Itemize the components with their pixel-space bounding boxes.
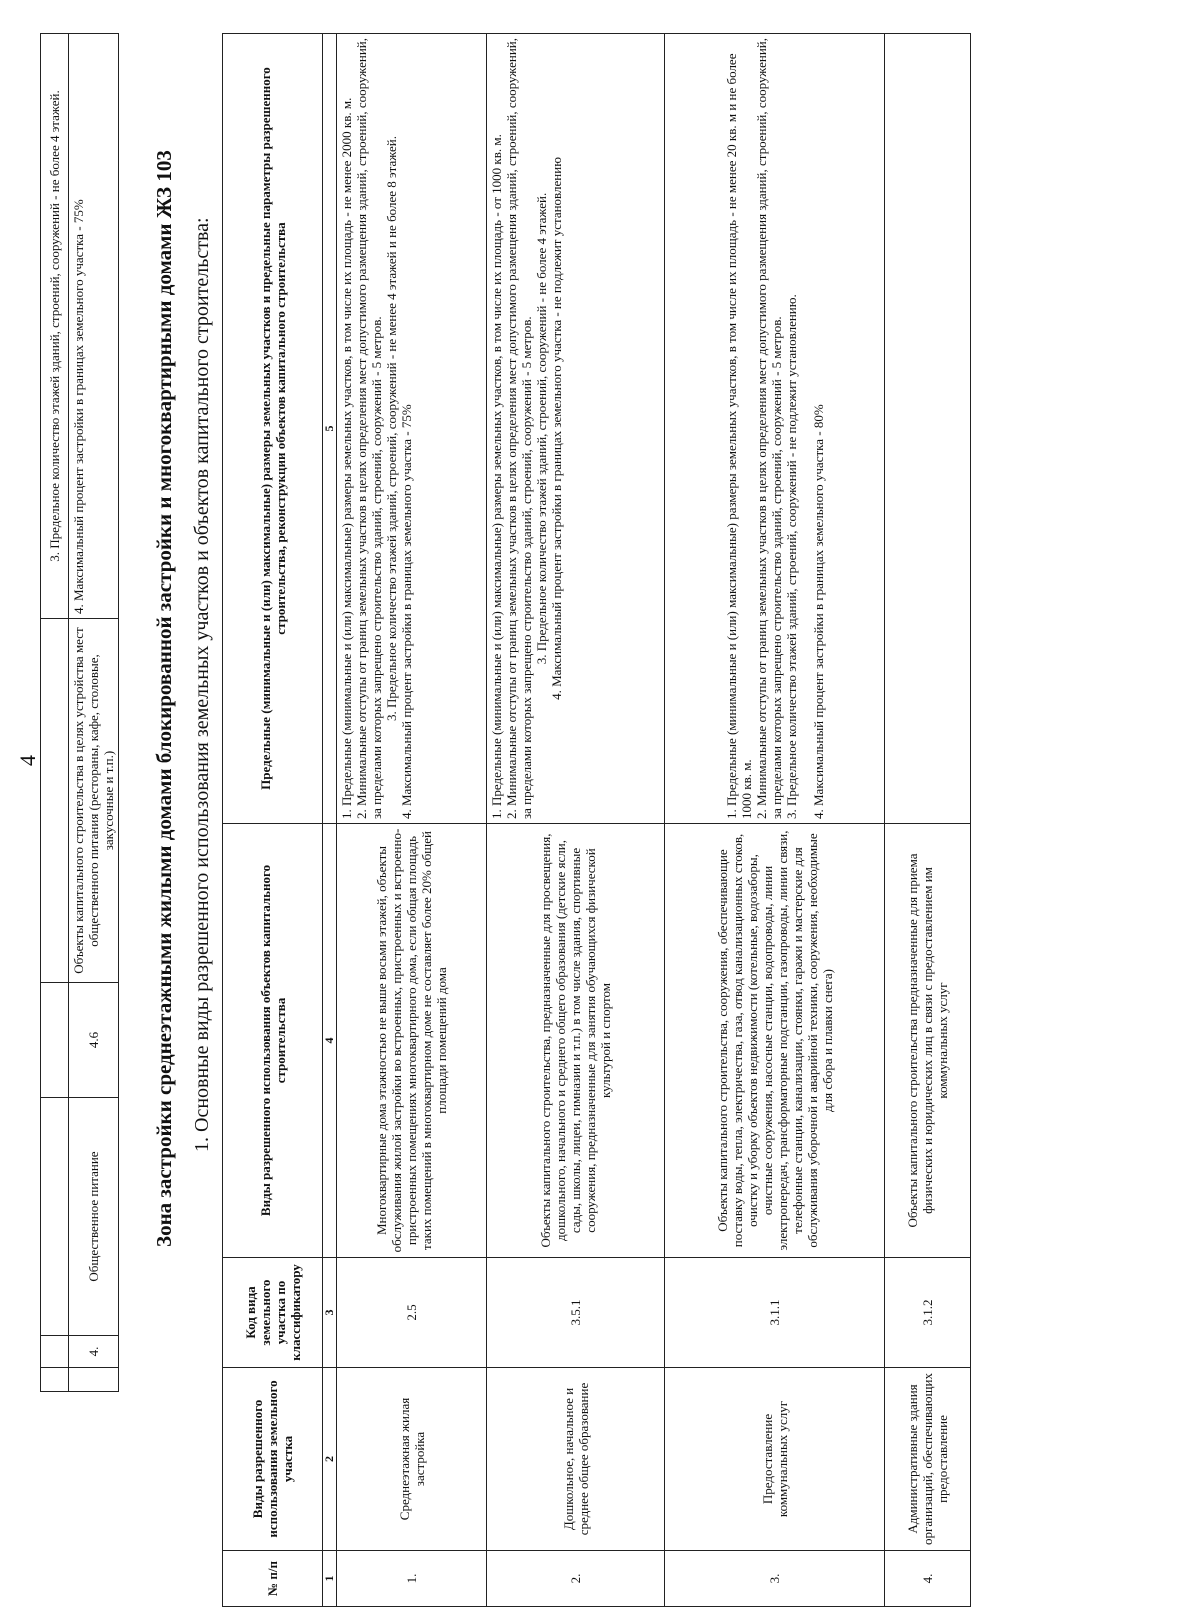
row-code: 2.5 [337, 1258, 487, 1368]
param-1: 1. Предельные (минимальные и (или) максимальные) размеры земельных участков, в том числе их площадь - не менее 2000 кв. м. [339, 97, 354, 819]
zone-title: Зона застройки среднеэтажными жилыми домами блокированной застройки и многоквартирными домами ЖЗ 103 [152, 150, 176, 1247]
top-table-row [69, 34, 119, 1392]
row-params [337, 34, 487, 824]
top-param-3: 3. Предельное количество этажей зданий, строений, сооружений - не более 4 этажей. [41, 34, 69, 619]
index-cell: 1 [323, 1551, 337, 1607]
header-row [223, 34, 323, 1607]
top-row-code: 4.6 [69, 983, 119, 1098]
top-table [40, 33, 119, 1392]
main-table [222, 33, 971, 1607]
param-2: 2. Минимальные отступы от границ земельных участков в целях определения мест допустимого размещения зданий, строений, сооружений, за пределами которых запрещено строительство зданий, строений, сооружений - 5 метров. [354, 37, 384, 819]
param-4: 4. Максимальный процент застройки в границах земельного участка - 75% [399, 404, 414, 819]
row-name: Административные здания организаций, обеспечивающих предоставление [885, 1368, 971, 1551]
page-number: 4 [15, 755, 40, 766]
param-1: 1. Предельные (минимальные и (или) максимальные) размеры земельных участков, в том числе их площадь - не менее 20 кв. м и не более 1000 кв. м. [723, 53, 754, 819]
header-num: № п/п [223, 1551, 323, 1607]
row-num: 4. [885, 1551, 971, 1607]
param-2: 2. Минимальные отступы от границ земельных участков в целях определения мест допустимого размещения зданий, строений, сооружений, за пределами которых запрещено строительство зданий, строений, сооружений - 5 метров. [753, 37, 784, 819]
param-3: 3. Предельное количество этажей зданий, строений, сооружений - не менее 4 этажей и не более 8 этажей. [384, 135, 399, 722]
row-desc: Объекты капитального строительства предназначенные для приема физических и юридических лиц в связи с предоставлением им коммунальных услуг [885, 824, 971, 1258]
index-row [323, 34, 337, 1607]
table-row [665, 34, 885, 1607]
row-name: Среднеэтажная жилая застройка [337, 1368, 487, 1551]
table-row [337, 34, 487, 1607]
index-cell: 4 [323, 824, 337, 1258]
row-num: 2. [487, 1551, 665, 1607]
row-num: 1. [337, 1551, 487, 1607]
top-table-continuation-row [41, 34, 69, 1392]
param-3: 3. Предельное количество этажей зданий, строений, сооружений - не подлежит установлению. [783, 294, 799, 819]
index-cell: 2 [323, 1368, 337, 1551]
row-params [885, 34, 971, 824]
param-4: 4. Максимальный процент застройки в границах земельного участка - не подлежит установлению [549, 157, 564, 700]
row-name: Дошкольное, начальное и среднее общее образование [487, 1368, 665, 1551]
param-3: 3. Предельное количество этажей зданий, строений, сооружений - не более 4 этажей. [534, 192, 549, 665]
row-params [487, 34, 665, 824]
param-1: 1. Предельные (минимальные и (или) максимальные) размеры земельных участков, в том числе их площадь - от 1000 кв. м. [489, 134, 504, 819]
top-row-desc: Объекты капитального строительства в целях устройства мест общественного питания (рестораны, кафе, столовые, закусочные и т.п.) [69, 619, 119, 983]
row-desc: Многоквартирные дома этажностью не выше восьми этажей, объекты обслуживания жилой застройки во встроенных, пристроенных и встроенно-пристроенных помещениях многоквартирного дома, если общая площадь таких помещений в многоквартирном доме не составляет более 20% общей площади помещений дома [337, 824, 487, 1258]
row-name: Предоставление коммунальных услуг [665, 1368, 885, 1551]
row-params [665, 34, 885, 824]
top-row-num: 4. [69, 1336, 119, 1368]
row-desc: Объекты капитального строительства, предназначенные для просвещения, дошкольного, начального и среднего общего образования (детские ясли, сады, школы, лицеи, гимназии и т.п.) в том числе здания, спортивные сооружения, предназначенные для занятия обучающихся физической культурой и спортом [487, 824, 665, 1258]
table-row [487, 34, 665, 1607]
row-num: 3. [665, 1551, 885, 1607]
param-4: 4. Максимальный процент застройки в границах земельного участка - 80% [810, 404, 826, 819]
header-capital-use: Виды разрешенного использования объектов капитального строительства [223, 824, 323, 1258]
row-code: 3.1.2 [885, 1258, 971, 1368]
header-code: Код вида земельного участка по классификатору [223, 1258, 323, 1368]
index-cell: 3 [323, 1258, 337, 1368]
param-2: 2. Минимальные отступы от границ земельных участков в целях определения мест допустимого размещения зданий, строений, сооружений, за пределами которых запрещено строительство зданий, строений, сооружений - 5 метров. [504, 37, 534, 819]
row-code: 3.1.1 [665, 1258, 885, 1368]
top-row-name: Общественное питание [69, 1098, 119, 1336]
section-title: 1. Основные виды разрешенного использования земельных участков и объектов капитального строительства: [191, 217, 213, 1152]
header-land-use: Виды разрешенного использования земельного участка [223, 1368, 323, 1551]
row-desc: Объекты капитального строительства, сооружения, обеспечивающие поставку воды, тепла, электричества, газа, отвод канализационных стоков, очистку и уборку объектов недвижимости (котельные, водозаборы, очистные сооружения, насосные станции, водопроводы, линии электропередач, трансформаторные подстанции, газопроводы, линии связи, телефонные станции, канализации, стоянки, гаражи и мастерские для обслуживания уборочной и аварийной техники, сооружения, необходимые для сбора и плавки снега) [665, 824, 885, 1258]
header-params: Предельные (минимальные и (или) максимальные) размеры земельных участков и предельные параметры разрешенного строительства, реконструкции объектов капитального строительства [223, 34, 323, 824]
top-param-4: 4. Максимальный процент застройки в границах земельного участка - 75% [69, 34, 119, 619]
table-row [885, 34, 971, 1607]
row-code: 3.5.1 [487, 1258, 665, 1368]
index-cell: 5 [323, 34, 337, 824]
